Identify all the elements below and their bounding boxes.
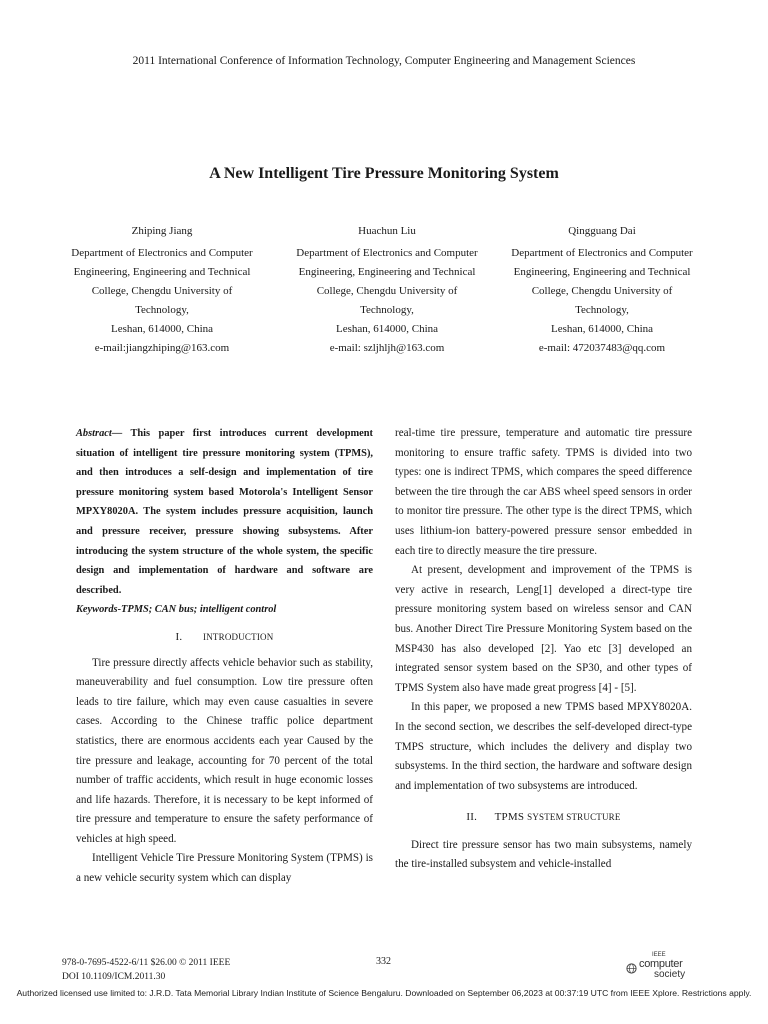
section-title-a: TPMS (494, 811, 525, 824)
affiliation-line: Department of Electronics and Computer (511, 247, 693, 259)
author-name: Qingguang Dai (568, 225, 636, 237)
affiliation-line: Engineering, Engineering and Technical (513, 266, 691, 278)
section-number: I. (175, 630, 183, 643)
body-paragraph: In this paper, we proposed a new TPMS based MPXY8020A. In the second section, we describes the self-developed direct-type TMPS structure, which includes the delivery and display two subsystems. In the third section, the hardware and software design and implementation of two subsystems are introduced. (395, 701, 692, 792)
section-title: INTRODUCTION (203, 631, 274, 642)
section-heading-system-structure (395, 808, 692, 828)
affiliation-line: College, Chengdu University of (91, 285, 233, 297)
author-name: Zhiping Jiang (131, 225, 193, 237)
affiliation-line: Technology, (360, 304, 414, 316)
conference-header: 2011 International Conference of Information Technology, Computer Engineering and Management Sciences (132, 55, 636, 67)
author-email[interactable]: e-mail: 472037483@qq.com (538, 342, 666, 354)
ieee-computer-society-logo (626, 952, 706, 980)
body-paragraph: At present, development and improvement of the TPMS is very active in research, Leng[1] developed a direct-type tire pressure monitoring system based on wireless sensor and CAN bus. Another Direct Tire Pressure Monitoring System based on the MSP430 has also developed [2]. Yao etc [3] developed an integrated sensor system based on the SP30, and other types of TPMS System also have made great progress [4] - [5]. (395, 564, 692, 694)
logo-top-text: IEEE (652, 952, 666, 958)
body-paragraph: real-time tire pressure, temperature and automatic tire pressure monitoring to ensure traffic safety. TPMS is divided into two types: one is indirect TPMS, which compares the speed difference between the tire through the car ABS wheel speed sensors in order to monitor tire pressure. The other type is the direct TPMS, which uses lithium-ion battery-powered pressure sensor embedded in each tire to directly measure the tire pressure. (395, 427, 692, 557)
author-email[interactable]: e-mail:jiangzhiping@163.com (94, 342, 230, 354)
affiliation-line: College, Chengdu University of (316, 285, 458, 297)
affiliation-line: College, Chengdu University of (531, 285, 673, 297)
page-number: 332 (376, 956, 391, 967)
isbn-line: 978-0-7695-4522-6/11 $26.00 © 2011 IEEE (62, 958, 231, 968)
affiliation-line: Leshan, 614000, China (335, 323, 439, 335)
logo-mid-text: computer (639, 958, 683, 970)
abstract-dash: — (111, 428, 123, 439)
section-heading-introduction (76, 628, 373, 648)
abstract-label: Abstract (76, 428, 112, 439)
doi-line[interactable]: DOI 10.1109/ICM.2011.30 (62, 972, 166, 982)
body-paragraph: Direct tire pressure sensor has two main subsystems, namely the tire-installed subsystem and vehicle-installed (395, 838, 692, 871)
abstract-text: This paper first introduces current development situation of intelligent tire pressure monitoring system (TPMS), and then introduces a self-design and implementation of tire pressure monitoring system based Motorola's Intelligent Sensor MPXY8020A. The system includes pressure acquisition, launch and pressure receiver, pressure showing subsystems. After introducing the system structure of the whole system, the specific design and implementation of hardware and software are described. (76, 428, 373, 596)
author-block-2 (277, 222, 497, 358)
author-block-3 (492, 222, 712, 358)
footer-citation (62, 956, 230, 984)
globe-icon (626, 961, 637, 972)
affiliation-line: Department of Electronics and Computer (296, 247, 478, 259)
author-block-1 (52, 222, 272, 358)
affiliation-line: Leshan, 614000, China (550, 323, 654, 335)
affiliation-line: Department of Electronics and Computer (71, 247, 253, 259)
affiliation-line: Leshan, 614000, China (110, 323, 214, 335)
section-title-b: SYSTEM STRUCTURE (527, 812, 621, 823)
paper-title: A New Intelligent Tire Pressure Monitoring System (209, 165, 559, 182)
left-column (76, 424, 373, 889)
affiliation-line: Engineering, Engineering and Technical (73, 266, 251, 278)
right-column (395, 424, 692, 875)
affiliation-line: Technology, (575, 304, 629, 316)
body-paragraph: Tire pressure directly affects vehicle behavior such as stability, maneuverability and fuel consumption. Low tire pressure often leads to tire failure, which may even cause casualties in severe cases. According to the Chinese traffic police department statistics, there are enormous accidents each year Caused by the tire pressure and leakage, accounting for 70 percent of the total number of traffic accidents, which result in huge economic losses and life hazards. Therefore, it is necessary to be kept informed of tire pressure and temperature to ensure the safety performance of vehicles at high speed. (76, 656, 373, 845)
license-notice: Authorized licensed use limited to: J.R.D. Tata Memorial Library Indian Institute of Science Bengaluru. Downloaded on September 06,2023 at 00:37:19 UTC from IEEE Xplore. Restrictions apply. (16, 988, 752, 998)
author-email[interactable]: e-mail: szljhljh@163.com (329, 342, 445, 354)
affiliation-line: Engineering, Engineering and Technical (298, 266, 476, 278)
section-number: II. (466, 811, 478, 824)
abstract (76, 424, 373, 600)
logo-bottom-text: society (654, 969, 686, 980)
keywords: Keywords-TPMS; CAN bus; intelligent control (76, 604, 277, 616)
affiliation-line: Technology, (135, 304, 189, 316)
author-name: Huachun Liu (358, 225, 416, 237)
body-paragraph: Intelligent Vehicle Tire Pressure Monitoring System (TPMS) is a new vehicle security system which can display (76, 852, 373, 885)
